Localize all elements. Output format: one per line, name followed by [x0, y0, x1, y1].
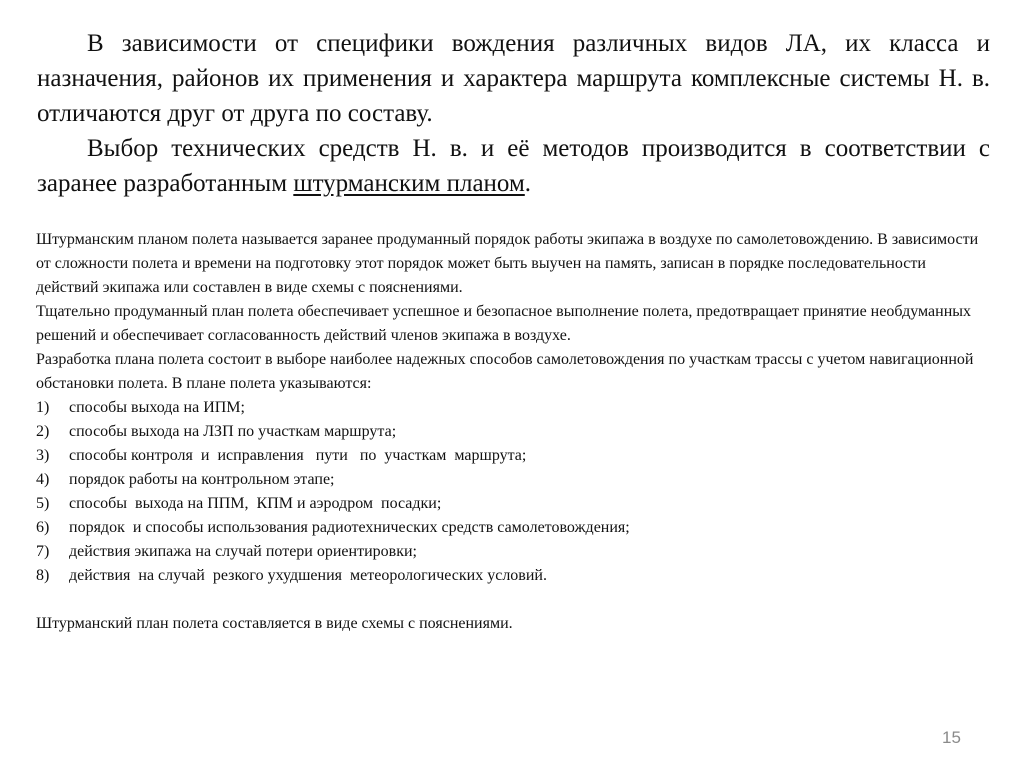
list-item-number: 3): [36, 447, 50, 464]
list-item-number: 8): [36, 567, 50, 584]
list-item-text: способы выхода на ЛЗП по участкам маршрута;: [69, 423, 397, 440]
list-item-text: способы выхода на ППМ, КПМ и аэродром посадки;: [69, 495, 442, 512]
list-item-text: действия на случай резкого ухудшения метеорологических условий.: [69, 567, 547, 584]
intro-section: [37, 26, 990, 201]
benefits-paragraph: Тщательно продуманный план полета обеспечивает успешное и безопасное выполнение полета, предотвращает принятие необдуманных решений и обеспечивает согласованность действий членов экипажа в воздухе.: [36, 303, 971, 344]
list-item: [36, 564, 981, 588]
body-section: [36, 228, 981, 636]
development-paragraph: Разработка плана полета состоит в выборе наиболее надежных способов самолетовождения по участкам трассы с учетом навигационной обстановки полета. В плане полета указываются:: [36, 351, 974, 392]
list-item-number: 6): [36, 519, 50, 536]
definition-paragraph: Штурманским планом полета называется заранее продуманный порядок работы экипажа в воздухе по самолетовождению. В зависимости от сложности полета и времени на подготовку этот порядок может быть выучен на память, записан в порядке последовательности действий экипажа или составлен в виде схемы с пояснениями.: [36, 231, 979, 296]
intro-paragraph-2-prefix: Выбор технических средств Н. в. и её методов производится в соответствии с заранее разработанным: [37, 135, 990, 197]
list-item: [36, 516, 981, 540]
list-item-number: 2): [36, 423, 50, 440]
list-item-number: 1): [36, 399, 50, 416]
page-number: 15: [942, 728, 961, 747]
list-item: [36, 468, 981, 492]
list-item: [36, 492, 981, 516]
flight-plan-list: [36, 396, 981, 588]
intro-paragraph-2: [37, 131, 990, 201]
list-item-text: действия экипажа на случай потери ориентировки;: [69, 543, 417, 560]
list-item-text: порядок и способы использования радиотехнических средств самолетовождения;: [69, 519, 630, 536]
navigator-plan-link[interactable]: штурманским планом: [293, 170, 525, 197]
list-item: [36, 444, 981, 468]
list-item-text: способы контроля и исправления пути по участкам маршрута;: [69, 447, 527, 464]
list-item-number: 4): [36, 471, 50, 488]
list-item: [36, 540, 981, 564]
list-item-number: 5): [36, 495, 50, 512]
list-item-text: способы выхода на ИПМ;: [69, 399, 245, 416]
list-item-number: 7): [36, 543, 50, 560]
intro-paragraph-1: В зависимости от специфики вождения различных видов ЛА, их класса и назначения, районов их применения и характера маршрута комплексные системы Н. в. отличаются друг от друга по составу.: [37, 30, 990, 127]
conclusion-paragraph: Штурманский план полета составляется в виде схемы с пояснениями.: [36, 615, 513, 632]
list-item: [36, 396, 981, 420]
list-item: [36, 420, 981, 444]
intro-paragraph-2-suffix: .: [524, 170, 532, 197]
list-item-text: порядок работы на контрольном этапе;: [69, 471, 335, 488]
